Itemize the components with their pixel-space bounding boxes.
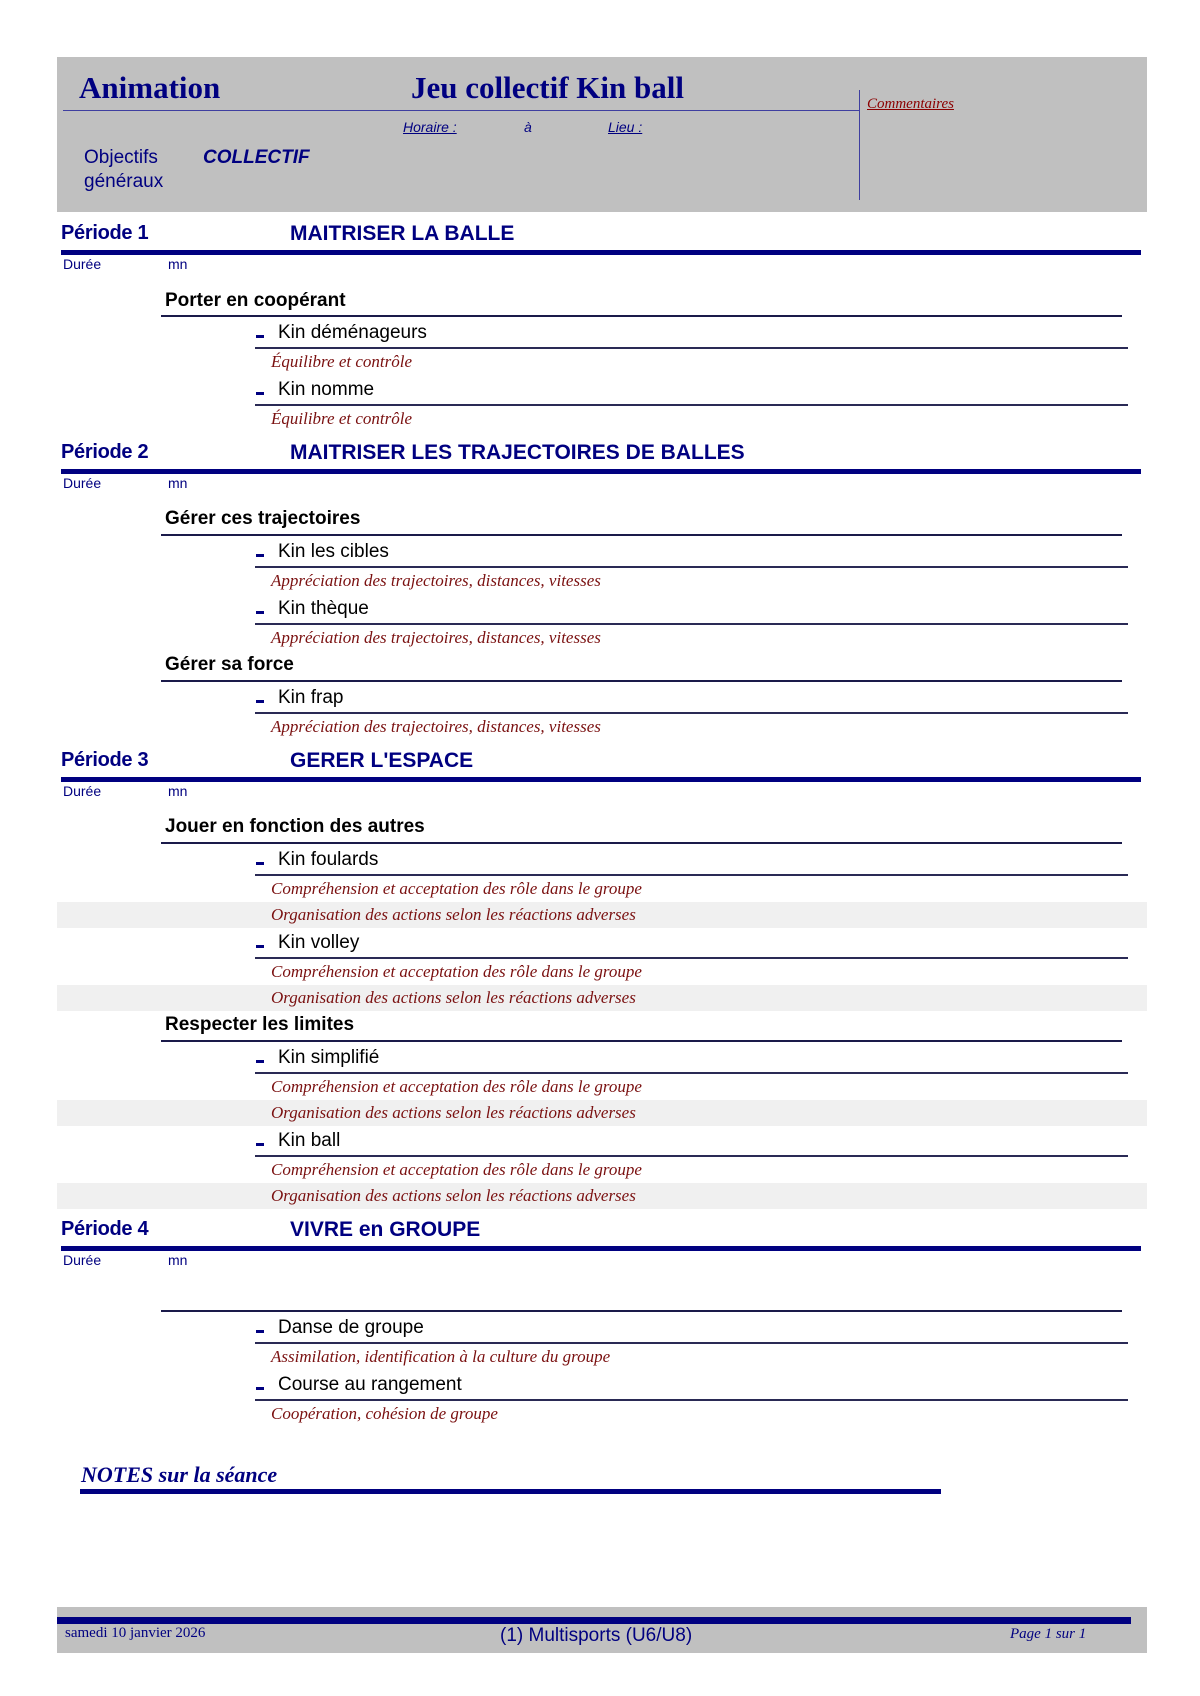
competence-text: Organisation des actions selon les réactions adverses <box>271 1186 636 1205</box>
activity-name: Course au rangement <box>278 1374 462 1395</box>
header-divider <box>63 110 859 111</box>
objectives-label <box>84 146 163 194</box>
objective-heading: Respecter les limites <box>165 1014 355 1035</box>
period-title: GERER L'ESPACE <box>290 749 474 772</box>
session-title: Jeu collectif Kin ball <box>411 70 684 105</box>
bullet-dash-icon <box>256 1330 264 1333</box>
footer-date: samedi 10 janvier 2026 <box>65 1625 206 1641</box>
period-divider <box>61 1246 1141 1251</box>
competence-text: Compréhension et acceptation des rôle dans le groupe <box>271 1160 642 1179</box>
duration-label: Durée <box>63 475 102 491</box>
activity-divider <box>255 1399 1128 1401</box>
period-title: VIVRE en GROUPE <box>290 1218 481 1241</box>
period-label: Période 3 <box>61 749 149 771</box>
duration-unit: mn <box>168 475 188 491</box>
activity-divider <box>255 347 1128 349</box>
competence-text: Assimilation, identification à la culture du groupe <box>271 1347 611 1366</box>
competence-text: Appréciation des trajectoires, distances, vitesses <box>271 571 601 590</box>
activity-divider <box>255 1072 1128 1074</box>
activity-name: Kin nomme <box>278 379 375 400</box>
footer-divider <box>57 1617 1131 1624</box>
activity-divider <box>255 404 1128 406</box>
competence-text: Compréhension et acceptation des rôle dans le groupe <box>271 879 642 898</box>
bullet-dash-icon <box>256 1060 264 1063</box>
activity-divider <box>255 623 1128 625</box>
period-label: Période 1 <box>61 222 149 244</box>
objectives-label-line2: généraux <box>84 171 164 192</box>
duration-unit: mn <box>168 783 188 799</box>
footer-page-number: Page 1 sur 1 <box>1010 1626 1087 1642</box>
objectives-value: COLLECTIF <box>203 147 310 168</box>
period-label: Période 2 <box>61 441 149 463</box>
competence-text: Compréhension et acceptation des rôle dans le groupe <box>271 1077 642 1096</box>
competence-text: Organisation des actions selon les réactions adverses <box>271 988 636 1007</box>
notes-divider <box>80 1489 941 1494</box>
activity-name: Kin ball <box>278 1130 341 1151</box>
competence-text: Équilibre et contrôle <box>271 352 413 371</box>
bullet-dash-icon <box>256 554 264 557</box>
competence-text: Organisation des actions selon les réactions adverses <box>271 905 636 924</box>
objective-divider <box>161 680 1122 682</box>
period-title: MAITRISER LES TRAJECTOIRES DE BALLES <box>290 441 745 464</box>
bullet-dash-icon <box>256 700 264 703</box>
activity-divider <box>255 566 1128 568</box>
objective-divider <box>161 534 1122 536</box>
objective-heading: Porter en coopérant <box>165 290 346 311</box>
objective-heading: Gérer sa force <box>165 654 294 675</box>
competence-text: Coopération, cohésion de groupe <box>271 1404 498 1423</box>
horaire-label: Horaire : <box>403 119 457 135</box>
activity-divider <box>255 712 1128 714</box>
period-divider <box>61 250 1141 255</box>
activity-name: Kin les cibles <box>278 541 389 562</box>
objective-divider <box>161 315 1122 317</box>
objective-heading: Jouer en fonction des autres <box>165 816 425 837</box>
competence-text: Appréciation des trajectoires, distances, vitesses <box>271 717 601 736</box>
competence-text: Équilibre et contrôle <box>271 409 413 428</box>
period-label: Période 4 <box>61 1218 149 1240</box>
period-divider <box>61 469 1141 474</box>
duration-label: Durée <box>63 1252 102 1268</box>
activity-name: Danse de groupe <box>278 1317 424 1338</box>
comments-label: Commentaires <box>867 96 954 112</box>
duration-unit: mn <box>168 256 188 272</box>
objective-heading: Gérer ces trajectoires <box>165 508 361 529</box>
activity-name: Kin volley <box>278 932 360 953</box>
activity-divider <box>255 957 1128 959</box>
activity-name: Kin frap <box>278 687 344 708</box>
footer-document-name: (1) Multisports (U6/U8) <box>500 1625 693 1646</box>
activity-name: Kin simplifié <box>278 1047 380 1068</box>
duration-label: Durée <box>63 783 102 799</box>
competence-text: Compréhension et acceptation des rôle dans le groupe <box>271 962 642 981</box>
document-title: Animation <box>79 70 221 105</box>
activity-name: Kin thèque <box>278 598 369 619</box>
bullet-dash-icon <box>256 1143 264 1146</box>
objective-divider <box>161 1310 1122 1312</box>
objectives-label-line1: Objectifs <box>84 147 158 168</box>
objective-divider <box>161 842 1122 844</box>
duration-label: Durée <box>63 256 102 272</box>
bullet-dash-icon <box>256 611 264 614</box>
competence-text: Organisation des actions selon les réactions adverses <box>271 1103 636 1122</box>
bullet-dash-icon <box>256 392 264 395</box>
horaire-separator: à <box>524 119 532 135</box>
notes-heading: NOTES sur la séance <box>81 1462 278 1487</box>
activity-divider <box>255 1342 1128 1344</box>
header-vertical-divider <box>859 90 860 200</box>
duration-unit: mn <box>168 1252 188 1268</box>
objective-divider <box>161 1040 1122 1042</box>
lieu-label: Lieu : <box>608 119 643 135</box>
competence-text: Appréciation des trajectoires, distances, vitesses <box>271 628 601 647</box>
bullet-dash-icon <box>256 1387 264 1390</box>
period-title: MAITRISER LA BALLE <box>290 222 515 245</box>
activity-name: Kin déménageurs <box>278 322 427 343</box>
activity-divider <box>255 874 1128 876</box>
bullet-dash-icon <box>256 862 264 865</box>
activity-name: Kin foulards <box>278 849 379 870</box>
activity-divider <box>255 1155 1128 1157</box>
bullet-dash-icon <box>256 335 264 338</box>
period-divider <box>61 777 1141 782</box>
bullet-dash-icon <box>256 945 264 948</box>
